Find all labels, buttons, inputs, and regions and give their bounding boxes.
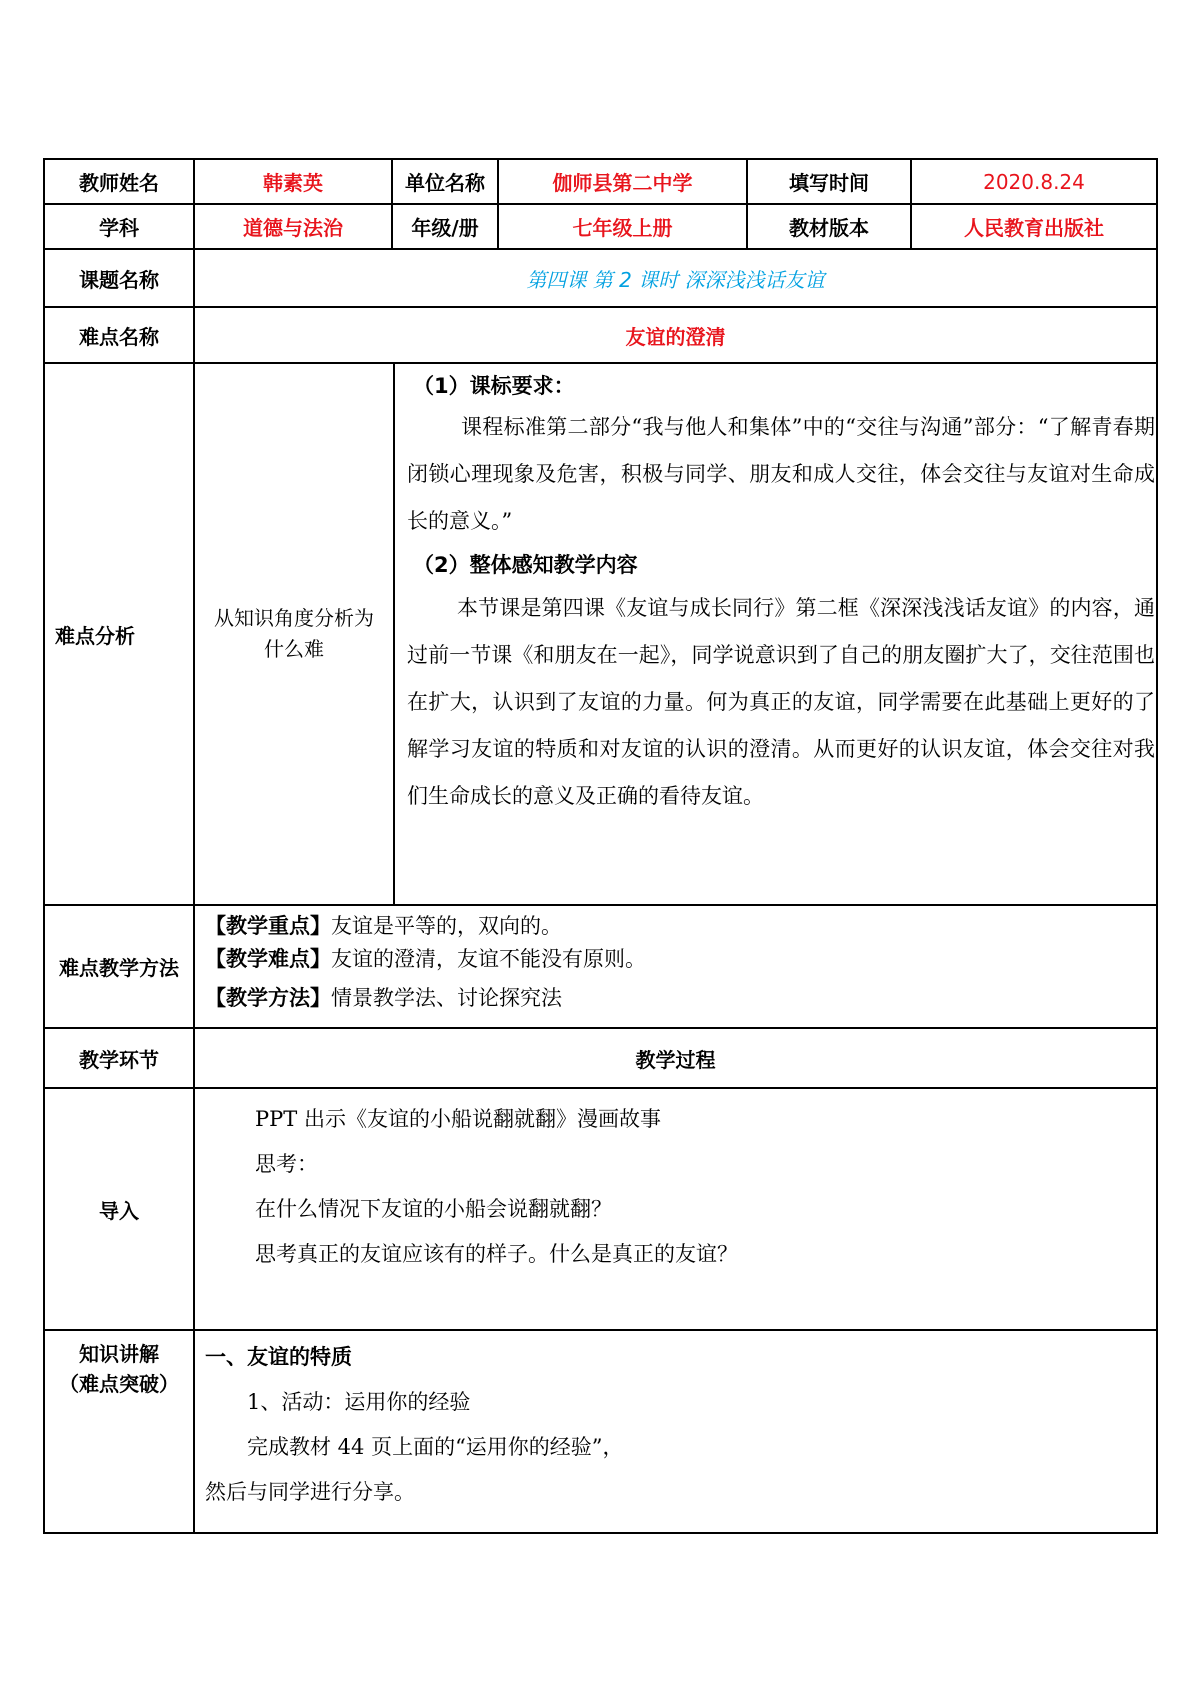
process-label: 教学环节: [44, 1028, 194, 1088]
intro-label: 导入: [44, 1088, 194, 1330]
method-difficulty-line: [205, 943, 1146, 976]
knowledge-label-line-1: 知识讲解: [79, 1342, 159, 1366]
analysis-paragraph-2: 本节课是第四课《友谊与成长同行》第二框《深深浅浅话友谊》的内容，通过前一节课《和朋友在一起》，同学说意识到了自己的朋友圈扩大了，交往范围也在扩大，认识到了友谊的力量。何为真正的友谊，同学需要在此基础上更好的了解学习友谊的特质和对友谊的认识的澄清。从而更好的认识友谊，体会交往对我们生命成长的意义及正确的看待友谊。: [407, 596, 1155, 808]
difficulty-value: 友谊的澄清: [194, 307, 1157, 363]
process-value: 教学过程: [194, 1028, 1157, 1088]
topic-label: 课题名称: [44, 249, 194, 307]
teacher-name-label: 教师姓名: [44, 159, 194, 204]
method-difficulty-tag: 【教学难点】: [205, 947, 331, 971]
analysis-content-cell: [194, 363, 1157, 905]
analysis-text-block: [407, 368, 1155, 820]
edition-label: 教材版本: [747, 204, 911, 249]
analysis-sublabel: 从知识角度分析为什么难: [214, 606, 374, 661]
intro-line-2: 思考：: [255, 1152, 318, 1176]
unit-name-label: 单位名称: [392, 159, 498, 204]
analysis-label: 难点分析: [44, 363, 194, 905]
difficulty-label: 难点名称: [44, 307, 194, 363]
method-approach-tag: 【教学方法】: [205, 986, 331, 1010]
intro-line-3: 在什么情况下友谊的小船会说翻就翻？: [255, 1197, 612, 1221]
knowledge-line-2: 完成教材 44 页上面的“运用你的经验”，: [247, 1435, 624, 1459]
analysis-heading-2: （2）整体感知教学内容: [413, 553, 638, 577]
intro-line-4: 思考真正的友谊应该有的样子。什么是真正的友谊？: [255, 1242, 738, 1266]
knowledge-heading: 一、友谊的特质: [205, 1345, 352, 1369]
topic-value: 第四课 第 2 课时 深深浅浅话友谊: [194, 249, 1157, 307]
subject-value: 道德与法治: [194, 204, 392, 249]
method-content: [194, 905, 1157, 1028]
method-focus-line: [205, 910, 1146, 943]
fill-date-value: 2020.8.24: [911, 159, 1157, 204]
subject-label: 学科: [44, 204, 194, 249]
method-label: 难点教学方法: [44, 905, 194, 1028]
knowledge-label-line-2: （难点突破）: [59, 1372, 179, 1396]
method-approach-text: 情景教学法、讨论探究法: [331, 986, 562, 1010]
analysis-paragraph-1: 课程标准第二部分“我与他人和集体”中的“交往与沟通”部分：“了解青春期闭锁心理现象及危害，积极与同学、朋友和成人交往，体会交往与友谊对生命成长的意义。”: [407, 415, 1155, 533]
analysis-sublabel-cell: [195, 364, 395, 904]
unit-name-value: 伽师县第二中学: [498, 159, 747, 204]
analysis-heading-1: （1）课标要求：: [413, 374, 575, 398]
grade-label: 年级/册: [392, 204, 498, 249]
knowledge-line-3: 然后与同学进行分享。: [205, 1480, 415, 1504]
fill-date-label: 填写时间: [747, 159, 911, 204]
edition-value: 人民教育出版社: [911, 204, 1157, 249]
intro-line-1: PPT 出示《友谊的小船说翻就翻》漫画故事: [255, 1107, 661, 1131]
knowledge-label: [44, 1330, 194, 1533]
method-focus-tag: 【教学重点】: [205, 914, 331, 938]
grade-value: 七年级上册: [498, 204, 747, 249]
method-approach-line: [205, 976, 1146, 1020]
main-table: [43, 248, 1158, 1534]
method-difficulty-text: 友谊的澄清，友谊不能没有原则。: [331, 947, 646, 971]
knowledge-content: [194, 1330, 1157, 1533]
knowledge-line-1: 1、活动：运用你的经验: [247, 1390, 471, 1414]
header-table: [43, 158, 1158, 250]
method-focus-text: 友谊是平等的，双向的。: [331, 914, 562, 938]
intro-content: [194, 1088, 1157, 1330]
teacher-name-value: 韩素英: [194, 159, 392, 204]
